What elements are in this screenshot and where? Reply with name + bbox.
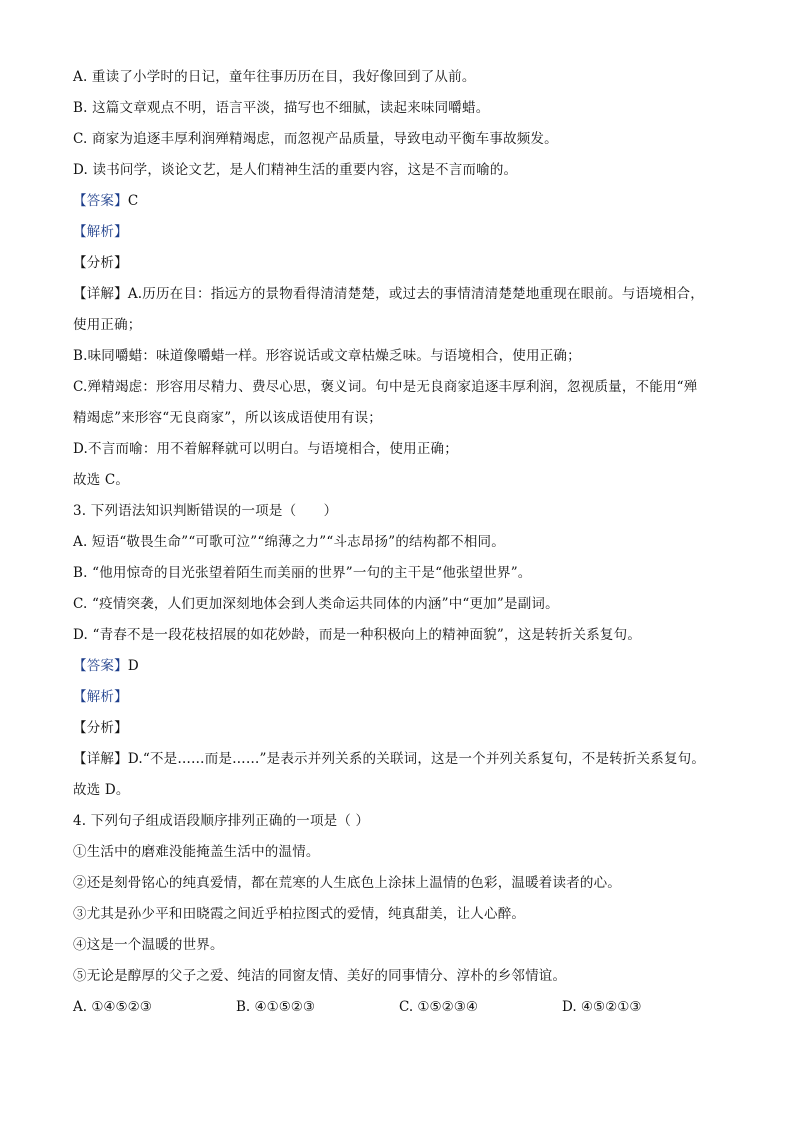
q2-option-c: C. 商家为追逐丰厚利润殚精竭虑，而忽视产品质量，导致电动平衡车事故频发。 <box>73 131 558 147</box>
fenxi-tag: 【分析】 <box>73 720 128 736</box>
q2-xiangjie-c-1: C.殚精竭虑：形容用尽精力、费尽心思，褒义词。句中是无良商家追逐丰厚利润，忽视质量，不能用“殚 <box>73 379 698 395</box>
q3-option-c: C. “疫情突袭，人们更加深刻地体会到人类命运共同体的内涵”中“更加”是副词。 <box>73 596 559 612</box>
q3-option-b: B. “他用惊奇的目光张望着陌生而美丽的世界”一句的主干是“他张望世界”。 <box>73 565 532 581</box>
q4-sentence-1: ①生活中的磨难没能掩盖生活中的温情。 <box>73 844 320 860</box>
q4-sentence-2: ②还是刻骨铭心的纯真爱情，都在荒寒的人生底色上涂抹上温情的色彩，温暖着读者的心。 <box>73 875 621 891</box>
document-page <box>73 62 733 1023</box>
q3-answer <box>73 651 733 682</box>
q3-option-d: D. “青春不是一段花枝招展的如花妙龄，而是一种积极向上的精神面貌”，这是转折关系复句。 <box>73 627 642 643</box>
q2-option-d: D. 读书问学，谈论文艺，是人们精神生活的重要内容，这是不言而喻的。 <box>73 162 518 178</box>
q4-stem: 4. 下列句子组成语段顺序排列正确的一项是（ ） <box>73 813 370 829</box>
q4-sentence-5: ⑤无论是醇厚的父子之爱、纯洁的同窗友情、美好的同事情分、淳朴的乡邻情谊。 <box>73 968 567 984</box>
q2-xiangjie-a-1 <box>73 279 733 310</box>
q2-fenxi <box>73 248 733 279</box>
q3-stem: 3. 下列语法知识判断错误的一项是（ ） <box>73 503 338 519</box>
q2-xiangjie-d: D.不言而喻：用不着解释就可以明白。与语境相合，使用正确； <box>73 441 458 457</box>
fenxi-tag: 【分析】 <box>73 255 128 271</box>
answer-tag: 【答案】 <box>73 658 128 674</box>
jiexi-tag: 【解析】 <box>73 224 128 240</box>
q2-answer <box>73 186 733 217</box>
q4-sentence-3: ③尤其是孙少平和田晓霞之间近乎柏拉图式的爱情，纯真甜美，让人心醉。 <box>73 906 526 922</box>
q3-conclusion: 故选 D。 <box>73 782 130 798</box>
answer-value: C <box>127 193 139 209</box>
q2-conclusion: 故选 C。 <box>73 472 130 488</box>
q2-xiangjie-b: B.味同嚼蜡：味道像嚼蜡一样。形容说话或文章枯燥乏味。与语境相合，使用正确； <box>73 348 581 364</box>
q4-option-b: B. ④①⑤②③ <box>236 999 316 1015</box>
q3-option-a: A. 短语“敬畏生命”“可歌可泣”“绵薄之力”“斗志昂扬”的结构都不相同。 <box>73 534 505 550</box>
answer-value: D <box>127 658 139 674</box>
xiangjie-text: A.历历在目：指远方的景物看得清清楚楚，或过去的事情清清楚楚地重现在眼前。与语境相合， <box>127 286 704 302</box>
answer-tag: 【答案】 <box>73 193 128 209</box>
q2-xiangjie-c-2: 精竭虑”来形容“无良商家”，所以该成语使用有误； <box>73 410 383 426</box>
q4-sentence-4: ④这是一个温暖的世界。 <box>73 937 224 953</box>
xiangjie-tag: 【详解】 <box>73 751 128 767</box>
q2-jiexi <box>73 217 733 248</box>
q2-option-b: B. 这篇文章观点不明，语言平淡，描写也不细腻，读起来味同嚼蜡。 <box>73 100 490 116</box>
q4-options <box>73 992 733 1023</box>
q3-fenxi <box>73 713 733 744</box>
q3-xiangjie <box>73 744 733 775</box>
q4-option-d: D. ④⑤②①③ <box>562 999 642 1015</box>
jiexi-tag: 【解析】 <box>73 689 128 705</box>
xiangjie-tag: 【详解】 <box>73 286 128 302</box>
xiangjie-text: D.“不是……而是……”是表示并列关系的关联词，这是一个并列关系复句，不是转折关系复句。 <box>127 751 706 767</box>
q4-option-a: A. ①④⑤②③ <box>73 999 152 1015</box>
q2-option-a: A. 重读了小学时的日记，童年往事历历在目，我好像回到了从前。 <box>73 69 476 85</box>
q2-xiangjie-a-2: 使用正确； <box>73 317 142 333</box>
q4-option-c: C. ①⑤②③④ <box>399 999 478 1015</box>
q3-jiexi <box>73 682 733 713</box>
